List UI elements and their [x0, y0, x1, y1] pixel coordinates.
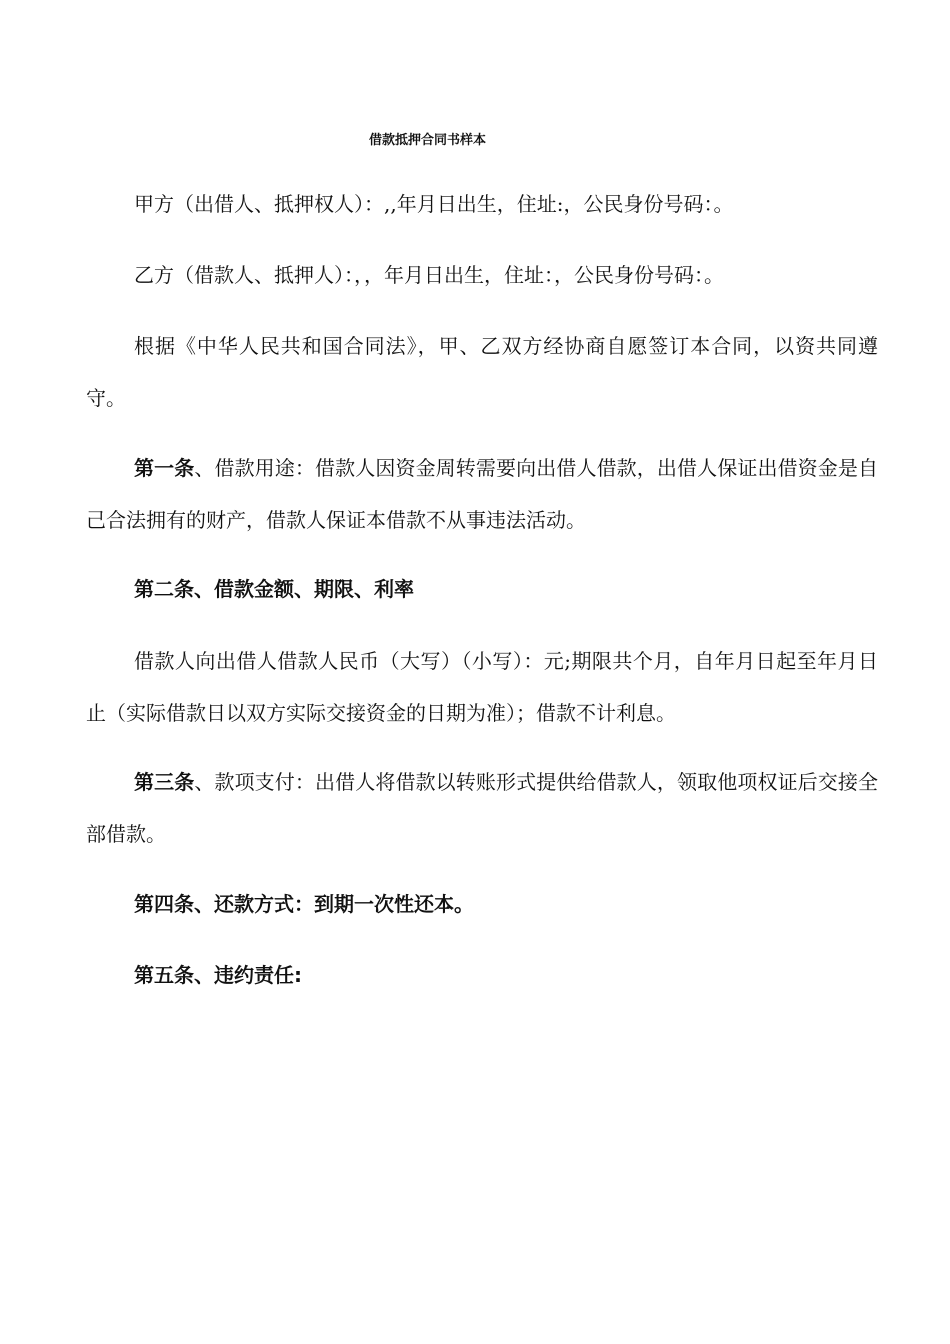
article-4-paragraph: 第四条、还款方式：到期一次性还本。 [134, 892, 474, 916]
party-a-paragraph: 甲方（出借人、抵押权人）：,,年月日出生，住址:，公民身份号码：。 [134, 192, 734, 216]
article-2-paragraph: 借款人向出借人借款人民币（大写）（小写）：元;期限共个月，自年月日起至年月日止（实际借款日以双方实际交接资金的日期为准）；借款不计利息。 [86, 649, 878, 725]
article-1-text: 、借款用途：借款人因资金周转需要向出借人借款，出借人保证出借资金是自己合法拥有的财产，借款人保证本借款不从事违法活动。 [86, 456, 879, 532]
preamble-paragraph: 根据《中华人民共和国合同法》，甲、乙双方经协商自愿签订本合同，以资共同遵守。 [86, 334, 878, 410]
party-b-paragraph: 乙方（借款人、抵押人）：，，年月日出生，住址：，公民身份号码：。 [134, 263, 724, 287]
document-title: 借款抵押合同书样本 [368, 133, 486, 148]
article-1-heading: 第一条 [134, 456, 195, 480]
article-3-heading: 第三条 [134, 770, 195, 794]
article-2-heading: 第二条、借款金额、期限、利率 [134, 577, 414, 601]
article-1-paragraph [86, 442, 878, 546]
article-3-paragraph [86, 756, 878, 860]
article-3-text: 、款项支付：出借人将借款以转账形式提供给借款人，领取他项权证后交接全部借款。 [86, 770, 879, 846]
article-5-heading: 第五条、违约责任: [134, 963, 302, 987]
